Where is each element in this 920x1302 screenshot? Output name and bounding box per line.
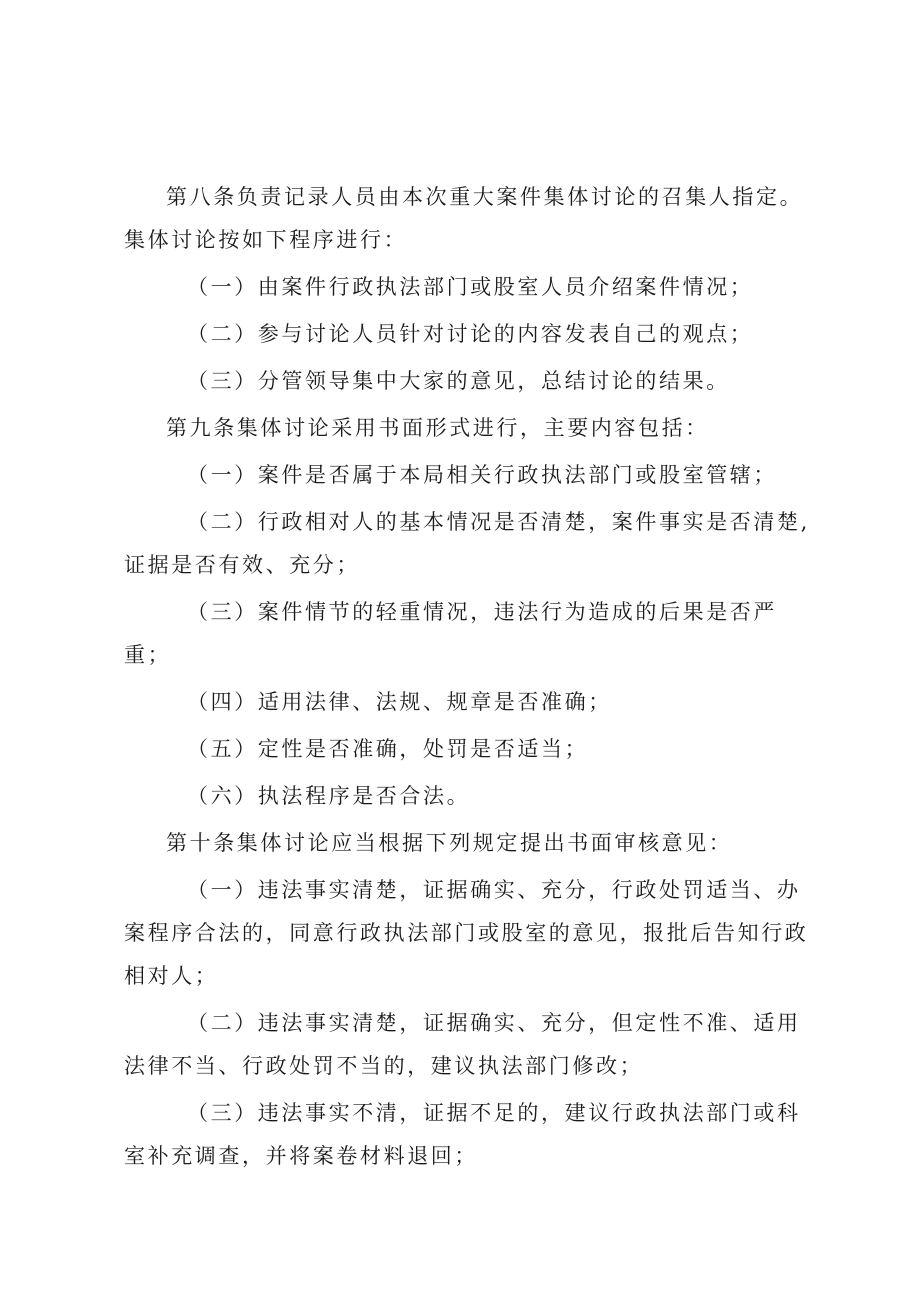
article-9-item-2: （二）行政相对人的基本情况是否清楚，案件事实是否清楚,证据是否有效、充分；: [124, 510, 810, 577]
article-9-item-6: （六）执法程序是否合法。: [187, 784, 471, 808]
article-9: 第九条集体讨论采用书面形式进行，主要内容包括：: [166, 416, 709, 440]
article-8: 第八条负责记录人员由本次重大案件集体讨论的召集人指定。集体讨论按如下程序进行：: [124, 185, 804, 252]
article-8-item-1: （一）由案件行政执法部门或股室人员介绍案件情况；: [187, 275, 754, 299]
article-10-item-3: （三）违法事实不清，证据不足的，建议行政执法部门或科室补充调查，并将案卷材料退回；: [124, 1101, 801, 1168]
document-body: [124, 176, 814, 1182]
article-9-item-1: （一）案件是否属于本局相关行政执法部门或股室管辖；: [187, 463, 777, 487]
article-9-item-3: （三）案件情节的轻重情况，违法行为造成的后果是否严重；: [124, 600, 777, 667]
article-10-item-1: （一）违法事实清楚，证据确实、充分，行政处罚适当、办案程序合法的，同意行政执法部门或股室的意见，报批后告知行政相对人；: [124, 878, 809, 988]
article-9-item-4: （四）适用法律、法规、规章是否准确；: [187, 690, 612, 714]
article-8-item-3: （三）分管领导集中大家的意见，总结讨论的结果。: [187, 369, 730, 393]
article-10: 第十条集体讨论应当根据下列规定提出书面审核意见：: [166, 831, 733, 855]
article-9-item-5: （五）定性是否准确，处罚是否适当；: [187, 737, 589, 761]
article-8-item-2: （二）参与讨论人员针对讨论的内容发表自己的观点；: [187, 322, 754, 346]
article-10-item-2: （二）违法事实清楚，证据确实、充分，但定性不准、适用法律不当、行政处罚不当的，建议执法部门修改；: [124, 1011, 801, 1078]
